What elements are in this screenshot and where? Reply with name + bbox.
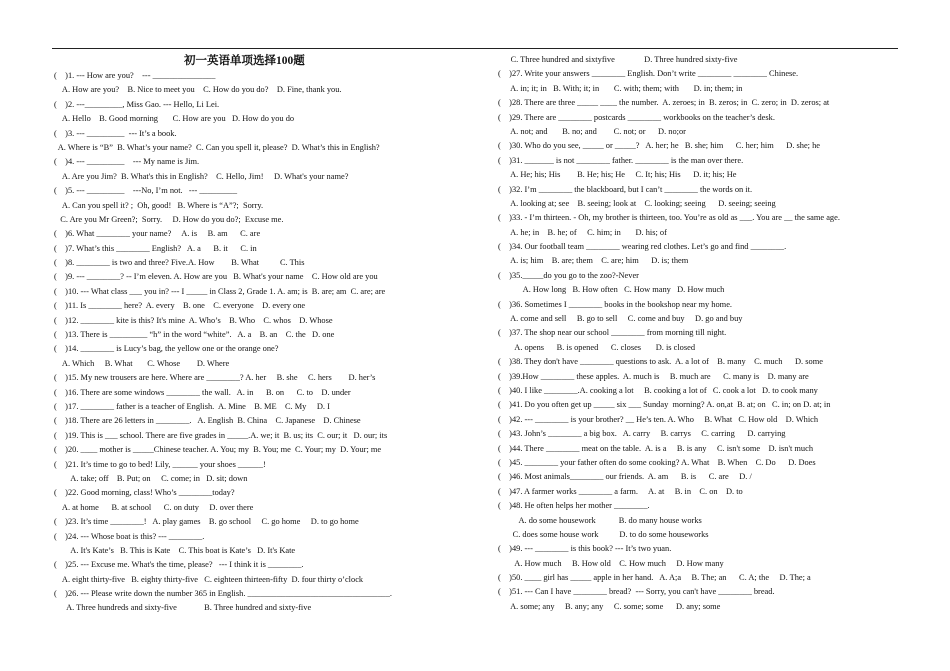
text-line: ( )35._____do you go to the zoo?-Never <box>498 270 639 280</box>
text-line: ( )46. Most animals________ our friends. A. am B. is C. are D. / <box>498 472 752 482</box>
text-line: ( )50. ____ girl has _____ apple in her hand. A. A;a B. The; an C. A; the D. The; a <box>498 573 811 583</box>
left-column <box>54 53 494 616</box>
text-line: ( )6. What ________ your name? A. is B. am C. are <box>54 229 261 239</box>
text-line: ( )48. He often helps her mother ________. <box>498 501 650 511</box>
text-line: A. Hello B. Good morning C. How are you D. How do you do <box>54 114 295 124</box>
text-line: ( )29. There are ________ postcards ________ workbooks on the teacher’s desk. <box>498 112 775 122</box>
text-line: ( )22. Good morning, class! Who’s ________today? <box>54 488 235 498</box>
text-line: A. do some housework B. do many house works <box>498 515 702 525</box>
text-line: ( )1. --- How are you? --- _______________ <box>54 71 216 80</box>
text-line: ( )3. --- _________ --- It’s a book. <box>54 128 177 138</box>
text-line: A. some; any B. any; any C. some; some D. any; some <box>498 601 721 611</box>
text-line: ( )14. ________ is Lucy’s bag, the yellow one or the orange one? <box>54 344 279 354</box>
text-line: ( )51. --- Can I have ________ bread? --- Sorry, you can't have ________ bread. <box>498 587 775 597</box>
text-line: A. opens B. is opened C. closes D. is closed <box>498 342 696 352</box>
text-line: ( )9. --- ________? -- I’m eleven. A. How are you B. What's your name C. How old are you <box>54 272 378 282</box>
left-question-list <box>54 69 494 616</box>
text-line: ( )45. ________ your father often do some cooking? A. What B. When C. Do D. Does <box>498 457 816 467</box>
text-line: ( )16. There are some windows ________ the wall. A. in B. on C. to D. under <box>54 387 351 397</box>
text-line: C. Are you Mr Green?; Sorry. D. How do you do?; Excuse me. <box>54 214 284 224</box>
text-line: ( )28. There are three _____ ____ the number. A. zeroes; in B. zeros; in C. zero; in D. zeros; at <box>498 98 830 108</box>
text-line: ( )30. Who do you see, _____ or _____? A. her; he B. she; him C. her; him D. she; he <box>498 141 821 151</box>
text-line: ( )15. My new trousers are here. Where are ________? A. her B. she C. hers D. her’s <box>54 373 376 383</box>
text-line: ( )13. There is _________ “h” in the word “white”. A. a B. an C. the D. one <box>54 330 335 340</box>
text-line: ( )32. I’m ________ the blackboard, but I can’t ________ the words on it. <box>498 184 753 194</box>
text-line: ( )7. What’s this ________ English? A. a B. it C. in <box>54 243 257 253</box>
text-line: ( )39.How ________ these apples. A. much is B. much are C. many is D. many are <box>498 371 809 381</box>
text-line: ( )23. It’s time ________! A. play games B. go school C. go home D. to go home <box>54 517 359 527</box>
top-rule <box>52 48 898 49</box>
text-line: ( )47. A farmer works ________ a farm. A. at B. in C. on D. to <box>498 486 743 496</box>
text-line: ( )25. --- Excuse me. What's the time, please? --- I think it is ________. <box>54 560 304 570</box>
text-line: ( )49. --- ________ is this book? --- It’s two yuan. <box>498 544 672 554</box>
text-line: ( )31. _______ is not ________ father. ________ is the man over there. <box>498 155 744 165</box>
text-line: A. come and sell B. go to sell C. come and buy D. go and buy <box>498 314 743 324</box>
text-line: ( )37. The shop near our school ________ from morning till night. <box>498 328 727 338</box>
text-line: ( )34. Our football team ________ wearing red clothes. Let’s go and find ________. <box>498 242 787 252</box>
text-line: ( )18. There are 26 letters in ________. A. English B. China C. Japanese D. Chinese <box>54 416 361 426</box>
text-line: A. he; in B. he; of C. him; in D. his; of <box>498 227 667 237</box>
text-line: ( )21. It’s time to go to bed! Lily, ______ your shoes ______! <box>54 459 266 469</box>
text-line: A. not; and B. no; and C. not; or D. no;or <box>498 126 686 136</box>
text-line: A. at home B. at school C. on duty D. over there <box>54 502 254 512</box>
text-line: ( )11. Is ________ here? A. every B. one C. everyone D. every one <box>54 301 306 311</box>
text-line: ( )42. --- ________ is your brother? __ He’s ten. A. Who B. What C. How old D. Which <box>498 414 819 424</box>
text-line: A. Can you spell it? ; Oh, good! B. Where is “A”?; Sorry. <box>54 200 264 210</box>
text-line: C. does some house work D. to do some houseworks <box>498 529 709 539</box>
text-line: A. looking at; see B. seeing; look at C. looking; seeing D. seeing; seeing <box>498 198 776 208</box>
text-line: ( )8. ________ is two and three? Five.A. How B. What C. This <box>54 258 305 268</box>
text-line: ( )27. Write your answers ________ English. Don’t write ________ ________ Chinese. <box>498 69 799 79</box>
text-line: A. in; it; in B. With; it; in C. with; them; with D. in; them; in <box>498 83 743 93</box>
text-line: ( )44. There ________ meat on the table. A. is a B. is any C. isn't some D. isn't much <box>498 443 814 453</box>
text-line: ( )12. ________ kite is this? It's mine A. Who’s B. Who C. whos D. Whose <box>54 315 333 325</box>
text-line: A. take; off B. Put; on C. come; in D. sit; down <box>54 473 248 483</box>
text-line: A. eight thirty-five B. eighty thirty-five C. eighteen thirteen-fifty D. four thirty o’clock <box>54 574 364 584</box>
text-line: A. How long B. How often C. How many D. How much <box>498 285 725 295</box>
text-line: ( )2. ---_________, Miss Gao. --- Hello, Li Lei. <box>54 99 220 109</box>
text-line: C. Three hundred and sixtyfive D. Three hundred sixty-five <box>498 55 738 64</box>
text-line: A. Are you Jim? B. What's this in English? C. Hello, Jim! D. What's your name? <box>54 171 349 181</box>
text-line: A. How are you? B. Nice to meet you C. How do you do? D. Fine, thank you. <box>54 85 342 95</box>
text-line: ( )26. --- Please write down the number 365 in English. __________________________________. <box>54 589 392 599</box>
text-line: ( )41. Do you often get up _____ six ___ Sunday morning? A. on,at B. at; on C. in; on D. at; in <box>498 400 831 410</box>
text-line: ( )38. They don't have ________ questions to ask. A. a lot of B. many C. much D. some <box>498 357 823 367</box>
text-line: ( )36. Sometimes I ________ books in the bookshop near my home. <box>498 299 733 309</box>
text-line: ( )40. I like ________.A. cooking a lot B. cooking a lot of C. cook a lot D. to cook many <box>498 385 818 395</box>
text-line: A. Three hundreds and sixty-five B. Three hundred and sixty-five <box>54 603 312 613</box>
text-line: A. Which B. What C. Whose D. Where <box>54 358 230 368</box>
text-line: A. is; him B. are; them C. are; him D. is; them <box>498 256 689 266</box>
text-line: A. Where is “B” B. What’s your name? C. Can you spell it, please? D. What’s this in English? <box>54 142 380 152</box>
right-column <box>498 53 908 614</box>
text-line: ( )17. ________ father is a teacher of English. A. Mine B. ME C. My D. I <box>54 401 330 411</box>
text-line: ( )4. --- _________ --- My name is Jim. <box>54 157 200 167</box>
text-line: ( )19. This is ___ school. There are five grades in _____.A. we; it B. us; its C. our; it D. our; its <box>54 430 388 440</box>
text-line: A. He; his; His B. He; his; He C. It; his; His D. it; his; He <box>498 170 737 180</box>
text-line: A. It's Kate’s B. This is Kate C. This boat is Kate’s D. It's Kate <box>54 545 296 555</box>
right-question-list <box>498 53 908 614</box>
text-line: ( )33. - I’m thirteen. - Oh, my brother is thirteen, too. You’re as old as ___. You are __ the same age. <box>498 213 840 223</box>
text-line: ( )24. --- Whose boat is this? --- ________. <box>54 531 205 541</box>
worksheet-title: 初一英语单项选择100题 <box>184 55 305 67</box>
text-line: ( )5. --- _________ ---No, I’m not. --- _________ <box>54 186 238 196</box>
text-line: A. How much B. How old C. How much D. How many <box>498 558 724 568</box>
text-line: ( )43. John’s ________ a big box. A. carry B. carrys C. carring D. carrying <box>498 429 786 439</box>
text-line: ( )10. --- What class ___ you in? --- I _____ in Class 2, Grade 1. A. am; is B. are; am C. are; are <box>54 286 386 296</box>
text-line: ( )20. ____ mother is _____Chinese teacher. A. You; my B. You; me C. Your; my D. Your; me <box>54 445 382 455</box>
